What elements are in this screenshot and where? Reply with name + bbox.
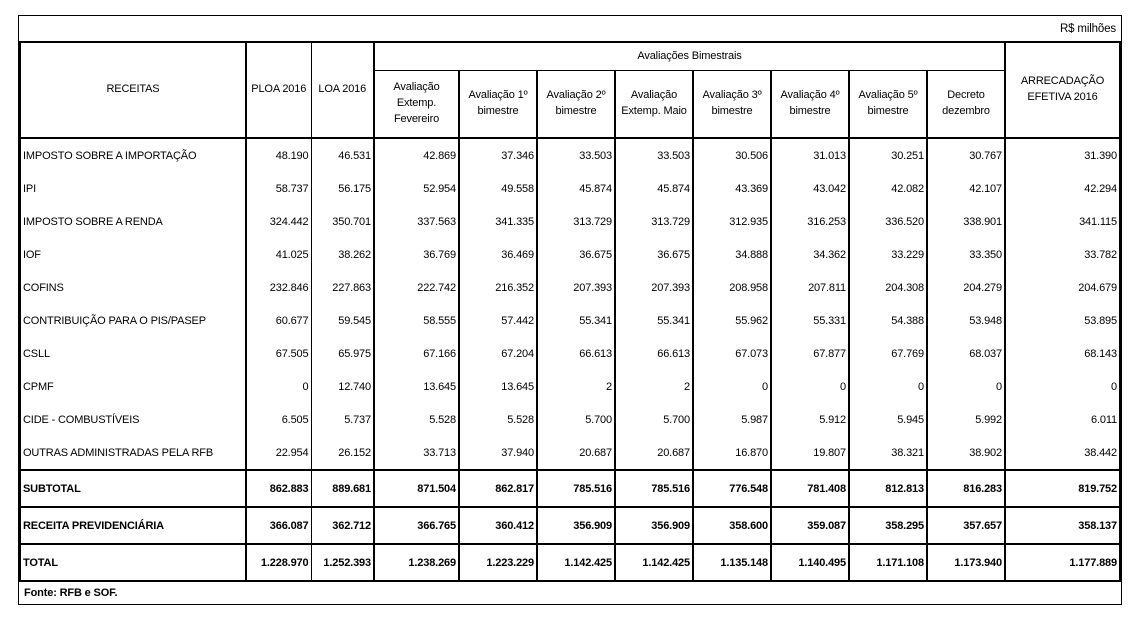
row-value: 207.393: [537, 271, 615, 304]
row-value: 46.531: [311, 138, 374, 172]
row-value: 5.528: [459, 403, 537, 436]
row-value: 48.190: [246, 138, 311, 172]
row-value: 42.869: [374, 138, 459, 172]
row-value: 20.687: [537, 436, 615, 470]
row-value: 358.600: [693, 507, 771, 544]
row-value: 776.548: [693, 470, 771, 507]
row-value: 66.613: [537, 337, 615, 370]
row-value: 45.874: [615, 172, 693, 205]
column-header-decreto-dezembro: Decreto dezembro: [927, 71, 1005, 139]
table-header: [20, 42, 1120, 138]
row-value: 58.555: [374, 304, 459, 337]
row-label: CIDE - COMBUSTÍVEIS: [23, 413, 140, 426]
row-value: 55.341: [537, 304, 615, 337]
table-frame: [18, 15, 1122, 605]
row-value: 337.563: [374, 205, 459, 238]
table-row: [20, 138, 1120, 172]
row-value: 36.675: [537, 238, 615, 271]
row-value: 0: [693, 370, 771, 403]
row-value: 36.769: [374, 238, 459, 271]
row-value: 862.883: [246, 470, 311, 507]
row-value: 1.177.889: [1005, 544, 1120, 581]
row-value: 33.229: [849, 238, 927, 271]
row-value: 785.516: [537, 470, 615, 507]
row-value: 33.503: [615, 138, 693, 172]
row-value: 5.912: [771, 403, 849, 436]
column-header-aval-4-bimestre: Avaliação 4º bimestre: [771, 71, 849, 139]
unit-strip: [19, 16, 1121, 41]
row-value: 312.935: [693, 205, 771, 238]
row-value: 359.087: [771, 507, 849, 544]
row-value: 22.954: [246, 436, 311, 470]
row-value: 341.335: [459, 205, 537, 238]
row-value: 889.681: [311, 470, 374, 507]
row-value: 5.700: [615, 403, 693, 436]
row-label: IMPOSTO SOBRE A IMPORTAÇÃO: [23, 149, 197, 162]
row-value: 66.613: [615, 337, 693, 370]
row-value: 42.082: [849, 172, 927, 205]
row-value: 313.729: [615, 205, 693, 238]
row-label: CONTRIBUIÇÃO PARA O PIS/PASEP: [23, 314, 206, 327]
row-value: 33.782: [1005, 238, 1120, 271]
row-value: 0: [927, 370, 1005, 403]
row-value: 33.503: [537, 138, 615, 172]
summary-row: [20, 507, 1120, 544]
table-row: [20, 370, 1120, 403]
row-value: 38.321: [849, 436, 927, 470]
row-value: 222.742: [374, 271, 459, 304]
summary-row: [20, 470, 1120, 507]
row-value: 313.729: [537, 205, 615, 238]
row-value: 1.140.495: [771, 544, 849, 581]
row-value: 336.520: [849, 205, 927, 238]
row-value: 350.701: [311, 205, 374, 238]
row-value: 34.888: [693, 238, 771, 271]
row-value: 316.253: [771, 205, 849, 238]
row-value: 208.958: [693, 271, 771, 304]
column-header-aval-5-bimestre: Avaliação 5º bimestre: [849, 71, 927, 139]
row-value: 53.895: [1005, 304, 1120, 337]
row-value: 30.767: [927, 138, 1005, 172]
source-strip: [19, 582, 1121, 604]
row-label: SUBTOTAL: [20, 470, 246, 507]
row-value: 12.740: [311, 370, 374, 403]
table-row: [20, 172, 1120, 205]
row-value: 41.025: [246, 238, 311, 271]
row-value: 781.408: [771, 470, 849, 507]
row-value: 357.657: [927, 507, 1005, 544]
column-header-ploa: PLOA 2016: [246, 42, 311, 138]
row-value: 60.677: [246, 304, 311, 337]
row-value: 36.469: [459, 238, 537, 271]
column-header-arrecadacao: ARRECADAÇÃO EFETIVA 2016: [1005, 42, 1120, 138]
row-value: 232.846: [246, 271, 311, 304]
row-value: 6.505: [246, 403, 311, 436]
row-label: RECEITA PREVIDENCIÁRIA: [20, 507, 246, 544]
row-value: 204.279: [927, 271, 1005, 304]
row-value: 862.817: [459, 470, 537, 507]
table-row: [20, 337, 1120, 370]
summary-row: [20, 544, 1120, 581]
row-label: IMPOSTO SOBRE A RENDA: [23, 215, 163, 228]
row-value: 360.412: [459, 507, 537, 544]
row-value: 366.765: [374, 507, 459, 544]
row-label: IOF: [23, 248, 41, 261]
group-header-avaliacoes: Avaliações Bimestrais: [374, 42, 1005, 71]
row-value: 227.863: [311, 271, 374, 304]
row-value: 59.545: [311, 304, 374, 337]
row-label: OUTRAS ADMINISTRADAS PELA RFB: [23, 446, 214, 459]
row-value: 20.687: [615, 436, 693, 470]
column-header-aval-2-bimestre: Avaliação 2º bimestre: [537, 71, 615, 139]
row-value: 65.975: [311, 337, 374, 370]
row-value: 204.679: [1005, 271, 1120, 304]
source-note: Fonte: RFB e SOF.: [24, 587, 118, 599]
row-value: 341.115: [1005, 205, 1120, 238]
row-value: 1.142.425: [615, 544, 693, 581]
row-label: IPI: [23, 182, 36, 195]
row-value: 5.700: [537, 403, 615, 436]
row-value: 6.011: [1005, 403, 1120, 436]
row-value: 1.228.970: [246, 544, 311, 581]
row-value: 67.769: [849, 337, 927, 370]
row-value: 52.954: [374, 172, 459, 205]
row-value: 362.712: [311, 507, 374, 544]
row-value: 55.962: [693, 304, 771, 337]
row-label: CSLL: [23, 347, 50, 360]
row-value: 5.528: [374, 403, 459, 436]
row-value: 37.346: [459, 138, 537, 172]
row-value: 2: [615, 370, 693, 403]
row-value: 58.737: [246, 172, 311, 205]
row-value: 67.505: [246, 337, 311, 370]
row-value: 5.737: [311, 403, 374, 436]
unit-label: R$ milhões: [1059, 22, 1116, 35]
row-value: 67.204: [459, 337, 537, 370]
table-body: [20, 138, 1120, 470]
row-value: 13.645: [374, 370, 459, 403]
row-value: 5.945: [849, 403, 927, 436]
row-value: 38.902: [927, 436, 1005, 470]
row-value: 67.877: [771, 337, 849, 370]
row-value: 26.152: [311, 436, 374, 470]
row-value: 36.675: [615, 238, 693, 271]
row-value: 37.940: [459, 436, 537, 470]
row-value: 207.393: [615, 271, 693, 304]
row-value: 43.369: [693, 172, 771, 205]
row-value: 30.506: [693, 138, 771, 172]
row-value: 204.308: [849, 271, 927, 304]
row-value: 819.752: [1005, 470, 1120, 507]
column-header-loa: LOA 2016: [311, 42, 374, 138]
row-value: 216.352: [459, 271, 537, 304]
row-value: 324.442: [246, 205, 311, 238]
row-label: TOTAL: [20, 544, 246, 581]
row-value: 19.807: [771, 436, 849, 470]
row-label: CPMF: [23, 380, 54, 393]
row-value: 38.442: [1005, 436, 1120, 470]
row-value: 0: [771, 370, 849, 403]
row-value: 0: [1005, 370, 1120, 403]
row-value: 45.874: [537, 172, 615, 205]
table-row: [20, 436, 1120, 470]
table-summary: [20, 470, 1120, 581]
column-header-receitas: RECEITAS: [20, 42, 246, 138]
row-value: 55.331: [771, 304, 849, 337]
group-header-row: [20, 42, 1120, 71]
row-value: 1.171.108: [849, 544, 927, 581]
row-value: 356.909: [615, 507, 693, 544]
row-value: 67.073: [693, 337, 771, 370]
row-value: 34.362: [771, 238, 849, 271]
table-row: [20, 238, 1120, 271]
row-value: 54.388: [849, 304, 927, 337]
row-value: 356.909: [537, 507, 615, 544]
column-header-aval-3-bimestre: Avaliação 3º bimestre: [693, 71, 771, 139]
row-value: 53.948: [927, 304, 1005, 337]
row-value: 31.390: [1005, 138, 1120, 172]
row-value: 42.107: [927, 172, 1005, 205]
row-value: 1.173.940: [927, 544, 1005, 581]
row-value: 13.645: [459, 370, 537, 403]
row-value: 1.223.229: [459, 544, 537, 581]
row-value: 56.175: [311, 172, 374, 205]
row-value: 358.295: [849, 507, 927, 544]
row-value: 366.087: [246, 507, 311, 544]
row-value: 1.252.393: [311, 544, 374, 581]
column-header-aval-extemp-maio: Avaliação Extemp. Maio: [615, 71, 693, 139]
row-value: 33.713: [374, 436, 459, 470]
column-header-aval-1-bimestre: Avaliação 1º bimestre: [459, 71, 537, 139]
row-value: 358.137: [1005, 507, 1120, 544]
row-value: 1.238.269: [374, 544, 459, 581]
row-value: 2: [537, 370, 615, 403]
row-value: 42.294: [1005, 172, 1120, 205]
row-value: 30.251: [849, 138, 927, 172]
row-value: 816.283: [927, 470, 1005, 507]
row-value: 5.987: [693, 403, 771, 436]
row-value: 871.504: [374, 470, 459, 507]
row-value: 31.013: [771, 138, 849, 172]
column-header-aval-extemp-fevereiro: Avaliação Extemp. Fevereiro: [374, 71, 459, 139]
row-value: 1.135.148: [693, 544, 771, 581]
row-value: 207.811: [771, 271, 849, 304]
table-row: [20, 271, 1120, 304]
row-value: 33.350: [927, 238, 1005, 271]
table-row: [20, 205, 1120, 238]
row-value: 0: [246, 370, 311, 403]
row-value: 0: [849, 370, 927, 403]
row-value: 43.042: [771, 172, 849, 205]
row-value: 5.992: [927, 403, 1005, 436]
row-label: COFINS: [23, 281, 64, 294]
row-value: 1.142.425: [537, 544, 615, 581]
row-value: 68.037: [927, 337, 1005, 370]
row-value: 38.262: [311, 238, 374, 271]
row-value: 68.143: [1005, 337, 1120, 370]
row-value: 785.516: [615, 470, 693, 507]
row-value: 16.870: [693, 436, 771, 470]
row-value: 67.166: [374, 337, 459, 370]
row-value: 49.558: [459, 172, 537, 205]
row-value: 812.813: [849, 470, 927, 507]
row-value: 55.341: [615, 304, 693, 337]
revenue-table: [19, 41, 1121, 582]
row-value: 57.442: [459, 304, 537, 337]
row-value: 338.901: [927, 205, 1005, 238]
table-row: [20, 304, 1120, 337]
table-row: [20, 403, 1120, 436]
